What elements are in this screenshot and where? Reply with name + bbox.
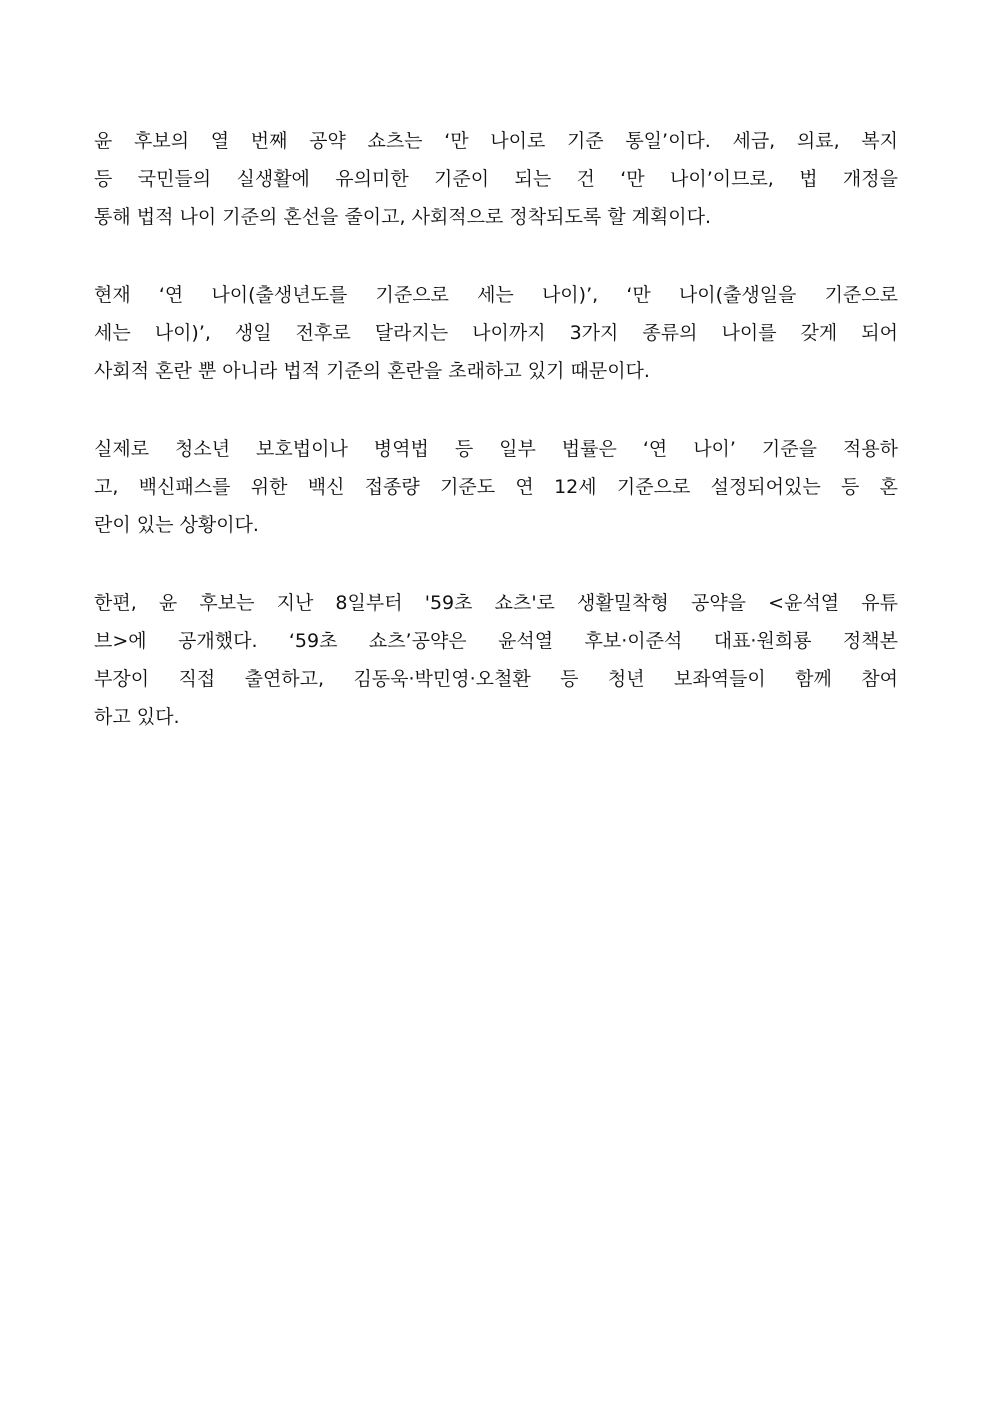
article-body: [94, 122, 898, 776]
text-line: 하고 있다.: [94, 706, 180, 728]
text-line: 통해 법적 나이 기준의 혼선을 줄이고, 사회적으로 정착되도록 할 계획이다.: [94, 206, 712, 228]
paragraph-1: [94, 122, 898, 236]
text-line: 부장이 직접 출연하고, 김동욱·박민영·오철환 등 청년 보좌역들이 함께 참여: [94, 668, 898, 690]
paragraph-2: [94, 276, 898, 390]
text-line: 고, 백신패스를 위한 백신 접종량 기준도 연 12세 기준으로 설정되어있는 등 혼: [94, 476, 898, 498]
text-line: 등 국민들의 실생활에 유의미한 기준이 되는 건 ‘만 나이’이므로, 법 개정을: [94, 168, 898, 190]
text-line: 브>에 공개했다. ‘59초 쇼츠’공약은 윤석열 후보·이준석 대표·원희룡 정책본: [94, 630, 898, 652]
text-line: 한편, 윤 후보는 지난 8일부터 '59초 쇼츠'로 생활밀착형 공약을 <윤석열 유튜: [94, 592, 898, 614]
text-line: 세는 나이)’, 생일 전후로 달라지는 나이까지 3가지 종류의 나이를 갖게 되어: [94, 322, 898, 344]
paragraph-4: [94, 584, 898, 736]
text-line: 윤 후보의 열 번째 공약 쇼츠는 ‘만 나이로 기준 통일’이다. 세금, 의료, 복지: [94, 130, 898, 152]
text-line: 사회적 혼란 뿐 아니라 법적 기준의 혼란을 초래하고 있기 때문이다.: [94, 360, 650, 382]
text-line: 현재 ‘연 나이(출생년도를 기준으로 세는 나이)’, ‘만 나이(출생일을 기준으로: [94, 284, 898, 306]
paragraph-3: [94, 430, 898, 544]
text-line: 실제로 청소년 보호법이나 병역법 등 일부 법률은 ‘연 나이’ 기준을 적용하: [94, 438, 898, 460]
text-line: 란이 있는 상황이다.: [94, 514, 259, 536]
